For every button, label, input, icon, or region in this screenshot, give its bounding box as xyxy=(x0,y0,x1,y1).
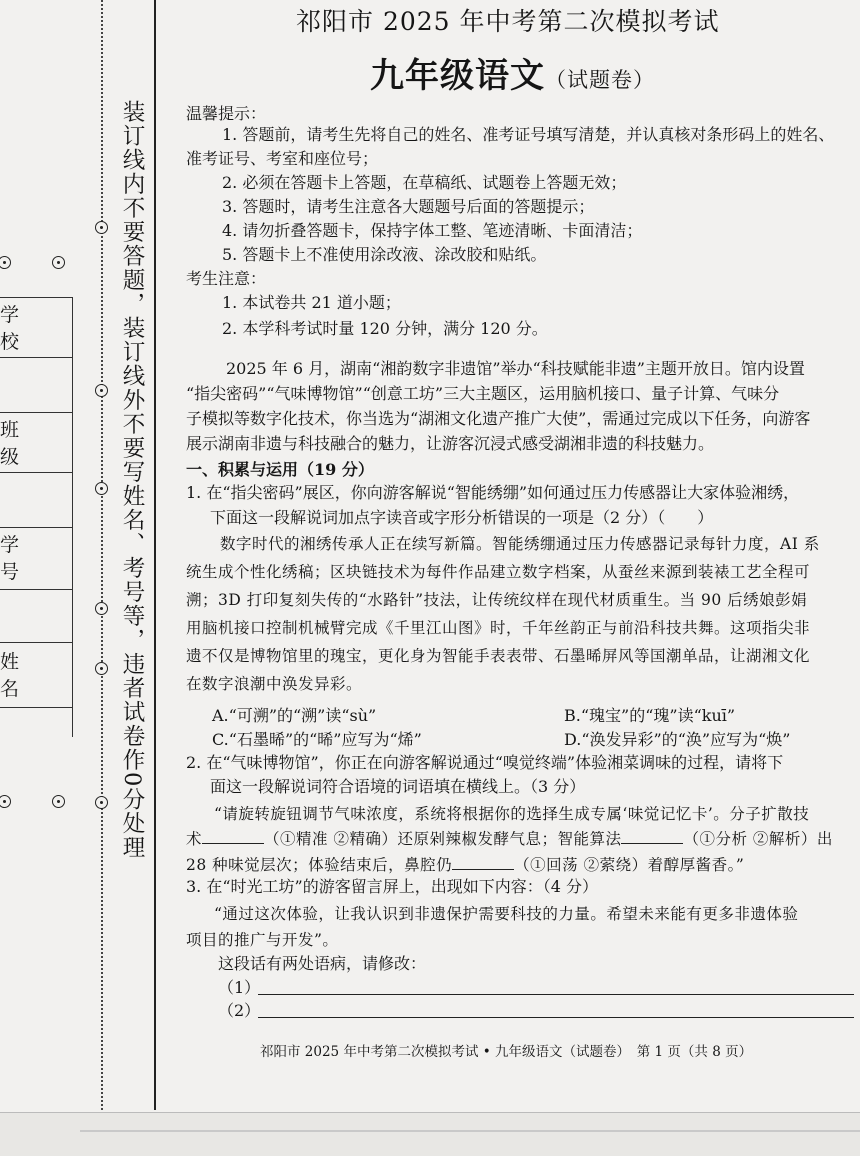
answer-label: （2） xyxy=(218,1001,261,1020)
subject-name: 九年级语文 xyxy=(370,56,545,96)
q1-passage-line: 溯；3D 打印复刻失传的“水路针”技法，让传统纹样在现代材质重生。当 90 后绣娘彭娟 xyxy=(186,591,808,609)
binding-hole-icon xyxy=(95,221,108,234)
q2-text: 术 xyxy=(186,830,203,848)
intro-line: 2025 年 6 月，湖南“湘韵数字非遗馆”举办“科技赋能非遗”主题开放日。馆内设置 xyxy=(226,359,805,378)
student-info-box xyxy=(0,297,72,737)
tip-item: 准考证号、考室和座位号； xyxy=(186,149,379,168)
subject-title xyxy=(370,48,655,97)
class-label: 班 级 xyxy=(0,419,58,468)
q2-text: 28 种味觉层次；体验结束后，鼻腔仍 xyxy=(186,856,453,874)
q2-text: （①精准 ②精确）还原剁辣椒发酵气息；智能算法 xyxy=(264,830,622,848)
q3-quote-line: 项目的推广与开发”。 xyxy=(186,931,339,949)
tips-label: 温馨提示： xyxy=(186,104,267,123)
q1-passage-line: 在数字浪潮中涣发异彩。 xyxy=(186,675,363,693)
q2-text: （①回荡 ②萦绕）着醇厚酱香。” xyxy=(514,856,745,874)
q2-passage-line xyxy=(186,827,833,849)
tip-item: 4. 请勿折叠答题卡，保持字体工整、笔迹清晰、卡面清洁； xyxy=(222,221,643,240)
q1-passage-line: 遗不仅是博物馆里的瑰宝，更化身为智能手表表带、石墨晞屏风等国潮单品，让湖湘文化 xyxy=(186,647,811,665)
binding-hole-icon xyxy=(0,256,11,269)
page-footer: 祁阳市 2025 年中考第二次模拟考试 • 九年级语文（试题卷） 第 1 页（共 8 页） xyxy=(260,1044,753,1060)
q3-instruction: 这段话有两处语病，请修改： xyxy=(218,954,427,973)
note-item: 1. 本试卷共 21 道小题； xyxy=(222,293,401,312)
notes-label: 考生注意： xyxy=(186,269,267,288)
binding-warning: 装订线内不要答题，装订线外不要写姓名、考号等，违者试卷作0分处理 xyxy=(119,100,145,860)
scan-shadow xyxy=(80,1130,860,1132)
margin-line xyxy=(154,0,156,1110)
q1-option: D.“涣发异彩”的“涣”应写为“焕” xyxy=(564,730,791,749)
answer-line-2[interactable] xyxy=(258,1016,854,1018)
note-item: 2. 本学科考试时量 120 分钟，满分 120 分。 xyxy=(222,319,548,338)
q1-passage-line: 数字时代的湘绣传承人正在续写新篇。智能绣绷通过压力传感器记录每针力度，AI 系 xyxy=(220,535,820,553)
q2-passage-line xyxy=(186,853,744,875)
binding-hole-icon xyxy=(0,795,11,808)
q2-stem: 2. 在“气味博物馆”，你正在向游客解说通过“嗅觉终端”体验湘菜调味的过程，请将下 xyxy=(186,753,784,772)
tip-item: 1. 答题前，请考生先将自己的姓名、准考证号填写清楚，并认真核对条形码上的姓名、 xyxy=(222,125,835,144)
tip-item: 2. 必须在答题卡上答题，在草稿纸、试题卷上答题无效； xyxy=(222,173,627,192)
section-heading: 一、积累与运用（19 分） xyxy=(186,460,374,479)
student-id-label: 学 号 xyxy=(0,534,58,583)
q3-quote-line: “通过这次体验，让我认识到非遗保护需要科技的力量。希望未来能有更多非遗体验 xyxy=(214,905,799,923)
q2-text: （①分析 ②解析）出 xyxy=(683,830,833,848)
q1-passage-line: 用脑机接口控制机械臂完成《千里江山图》时，千年丝韵正与前沿科技共舞。这项指尖非 xyxy=(186,619,811,637)
tip-item: 5. 答题卡上不准使用涂改液、涂改胶和贴纸。 xyxy=(222,245,547,264)
intro-line: 展示湖南非遗与科技融合的魅力，让游客沉浸式感受湖湘非遗的科技魅力。 xyxy=(186,434,715,453)
school-label: 学 校 xyxy=(0,304,58,353)
exam-title: 祁阳市 2025 年中考第二次模拟考试 xyxy=(296,7,720,36)
q2-stem: 面这一段解说词符合语境的词语填在横线上。（3 分） xyxy=(210,777,586,796)
binding-hole-icon xyxy=(95,796,108,809)
intro-line: “指尖密码”“气味博物馆”“创意工坊”三大主题区，运用脑机接口、量子计算、气味分 xyxy=(186,384,780,403)
binding-dotted-line xyxy=(101,0,103,1110)
binding-hole-icon xyxy=(95,384,108,397)
q2-passage-line: “请旋转旋钮调节气味浓度，系统将根据你的选择生成专属‘味觉记忆卡’。分子扩散技 xyxy=(214,805,810,823)
intro-line: 子模拟等数字化技术，你当选为“湖湘文化遗产推广大使”，需通过完成以下任务，向游客 xyxy=(186,409,811,428)
q1-option: C.“石墨晞”的“晞”应写为“烯” xyxy=(212,730,422,749)
q1-option: B.“瑰宝”的“瑰”读“kuī” xyxy=(564,706,736,725)
binding-hole-icon xyxy=(52,256,65,269)
q1-option: A.“可溯”的“溯”读“sù” xyxy=(212,706,377,725)
paper-type: （试题卷） xyxy=(545,68,655,92)
binding-hole-icon xyxy=(52,795,65,808)
tip-item: 3. 答题时，请考生注意各大题题号后面的答题提示； xyxy=(222,197,595,216)
q1-stem: 1. 在“指尖密码”展区，你向游客解说“智能绣绷”如何通过压力传感器让大家体验湘绣， xyxy=(186,483,800,502)
name-label: 姓 名 xyxy=(0,651,58,700)
q1-passage-line: 统生成个性化绣稿；区块链技术为每件作品建立数字档案，从蚕丝来源到装裱工艺全程可 xyxy=(186,563,811,581)
answer-label: （1） xyxy=(218,978,261,997)
binding-hole-icon xyxy=(95,602,108,615)
binding-hole-icon xyxy=(95,662,108,675)
answer-line-1[interactable] xyxy=(258,993,854,995)
q3-stem: 3. 在“时光工坊”的游客留言屏上，出现如下内容：（4 分） xyxy=(186,877,598,896)
q2-blank-2[interactable] xyxy=(621,829,683,844)
info-box-border xyxy=(72,297,73,737)
q2-blank-3[interactable] xyxy=(452,855,514,870)
q2-blank-1[interactable] xyxy=(202,829,264,844)
scan-bottom-edge xyxy=(0,1112,860,1156)
binding-hole-icon xyxy=(95,482,108,495)
q1-stem: 下面这一段解说词加点字读音或字形分析错误的一项是（2 分）（ ） xyxy=(210,508,714,527)
